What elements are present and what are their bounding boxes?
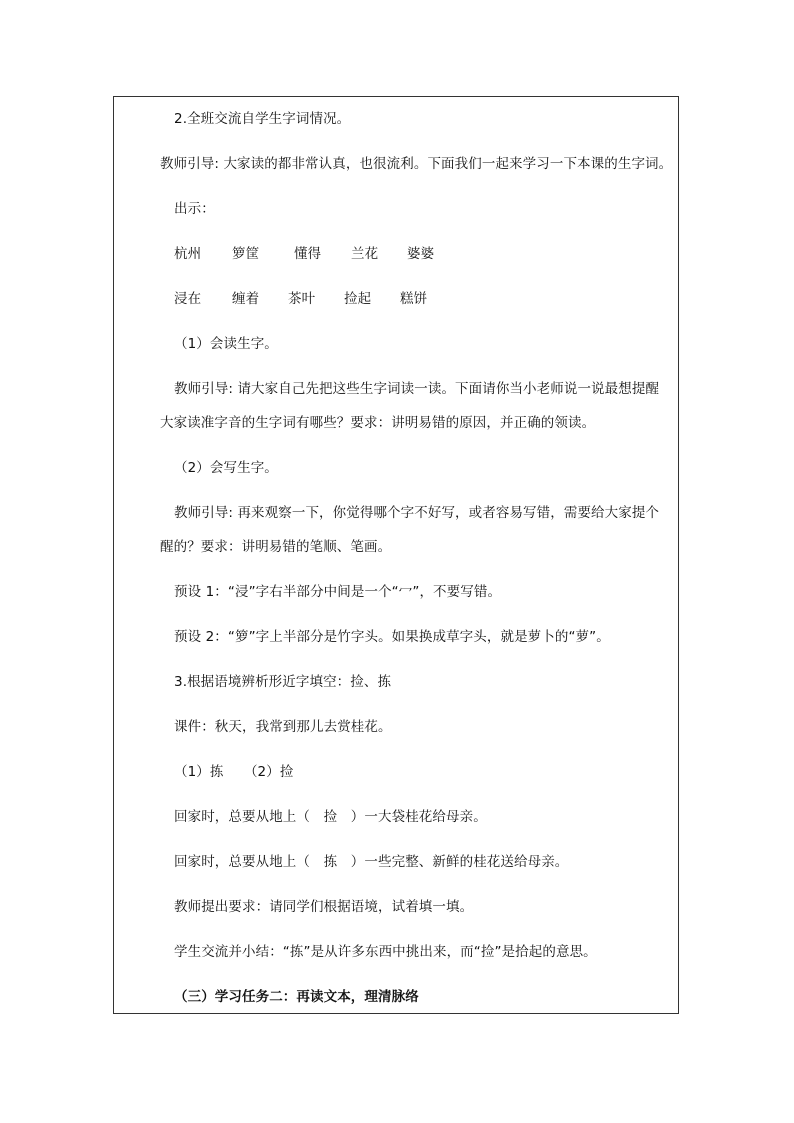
preset-2: 预设 2：“箩”字上半部分是竹字头。如果换成草字头，就是萝卜的“萝”。 [174,629,610,645]
teacher-guide-3-line1: 教师引导: 再来观察一下，你觉得哪个字不好写，或者容易写错，需要给大家提个 [174,505,660,521]
teacher-guide-2-line1: 教师引导: 请大家自己先把这些生字词读一读。下面请你当小老师说一说最想提醒 [174,381,660,397]
teacher-request: 教师提出要求：请同学们根据语境，试着填一填。 [174,899,474,915]
teacher-guide-2-line2: 大家读准字音的生字词有哪些？要求：讲明易错的原因，并正确的领读。 [160,415,596,431]
words-row-2 [174,290,427,308]
courseware-text: 课件：秋天，我常到那儿去赏桂花。 [174,719,392,735]
step3-title: 3.根据语境辨析形近字填空：捡、拣 [174,674,392,690]
teacher-guide-1: 教师引导: 大家读的都非常认真，也很流利。下面我们一起来学习一下本课的生字词。 [160,156,673,172]
word-item: 缠着 [232,291,260,307]
word-item: 箩筐 [232,246,260,262]
words-row-1 [174,245,434,263]
word-item: 捡起 [344,291,372,307]
word-item: 婆婆 [407,246,435,262]
word-item: 浸在 [174,291,202,307]
sub2-title: （2）会写生字。 [174,460,278,476]
show-label: 出示： [174,201,215,217]
sentence-2: 回家时，总要从地上（ 拣 ）一些完整、新鲜的桂花送给母亲。 [174,854,569,870]
sub1-title: （1）会读生字。 [174,336,278,352]
word-item: 懂得 [294,246,322,262]
word-item: 茶叶 [288,291,316,307]
student-summary: 学生交流并小结：“拣”是从许多东西中挑出来，而“捡”是拾起的意思。 [174,944,597,960]
step2-title: 2.全班交流自学生字词情况。 [174,111,351,127]
preset-1: 预设 1：“浸”字右半部分中间是一个“冖”，不要写错。 [174,584,502,600]
sentence-1: 回家时，总要从地上（ 捡 ）一大袋桂花给母亲。 [174,809,487,825]
teacher-guide-3-line2: 醒的？要求：讲明易错的笔顺、笔画。 [160,539,392,555]
answer-options: （1）拣 （2）捡 [174,764,294,780]
word-item: 兰花 [351,246,379,262]
word-item: 杭州 [174,246,202,262]
task2-heading: （三）学习任务二：再读文本，理清脉络 [174,989,419,1005]
word-item: 糕饼 [400,291,428,307]
